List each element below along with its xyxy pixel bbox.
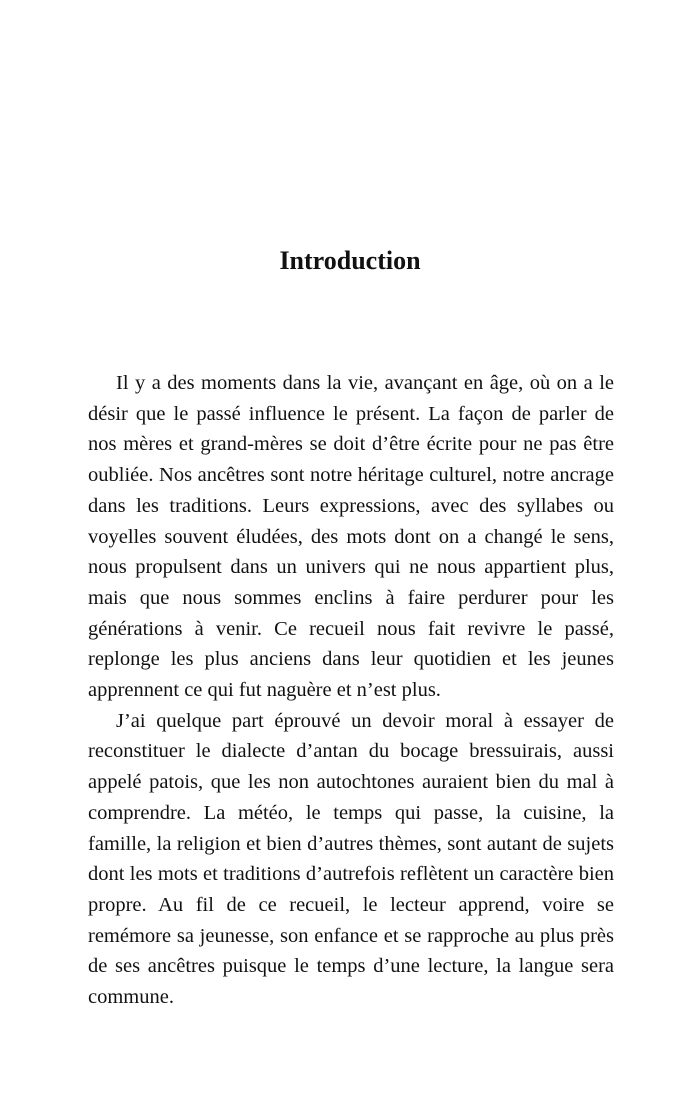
paragraph-1: Il y a des moments dans la vie, avançant en âge, où on a le désir que le passé influence le présent. La façon de parler de nos mères et grand-mères se doit d’être écrite pour ne pas être oubliée. Nos ancêtres sont notre héritage culturel, notre ancrage dans les traditions. Leurs expressions, avec des syllabes ou voyelles souvent éludées, des mots dont on a changé le sens, nous propulsent dans un univers qui ne nous appartient plus, mais que nous sommes enclins à faire perdurer pour les générations à venir. Ce recueil nous fait revivre le passé, replonge les plus anciens dans leur quotidien et les jeunes apprennent ce qui fut naguère et n’est plus. bbox=[88, 372, 614, 702]
paragraph-2: J’ai quelque part éprouvé un devoir moral à essayer de reconstituer le dialecte d’antan du bocage bressuirais, aussi appelé patois, que les non autochtones auraient bien du mal à comprendre. La météo, le temps qui passe, la cuisine, la famille, la religion et bien d’autres thèmes, sont autant de sujets dont les mots et traditions d’autrefois reflètent un caractère bien propre. Au fil de ce recueil, le lecteur apprend, voire se remémore sa jeunesse, son enfance et se rapproche au plus près de ses ancêtres puisque le temps d’une lecture, la langue sera commune. bbox=[88, 709, 614, 1009]
chapter-title: Introduction bbox=[279, 246, 421, 275]
chapter-body bbox=[88, 368, 614, 1013]
